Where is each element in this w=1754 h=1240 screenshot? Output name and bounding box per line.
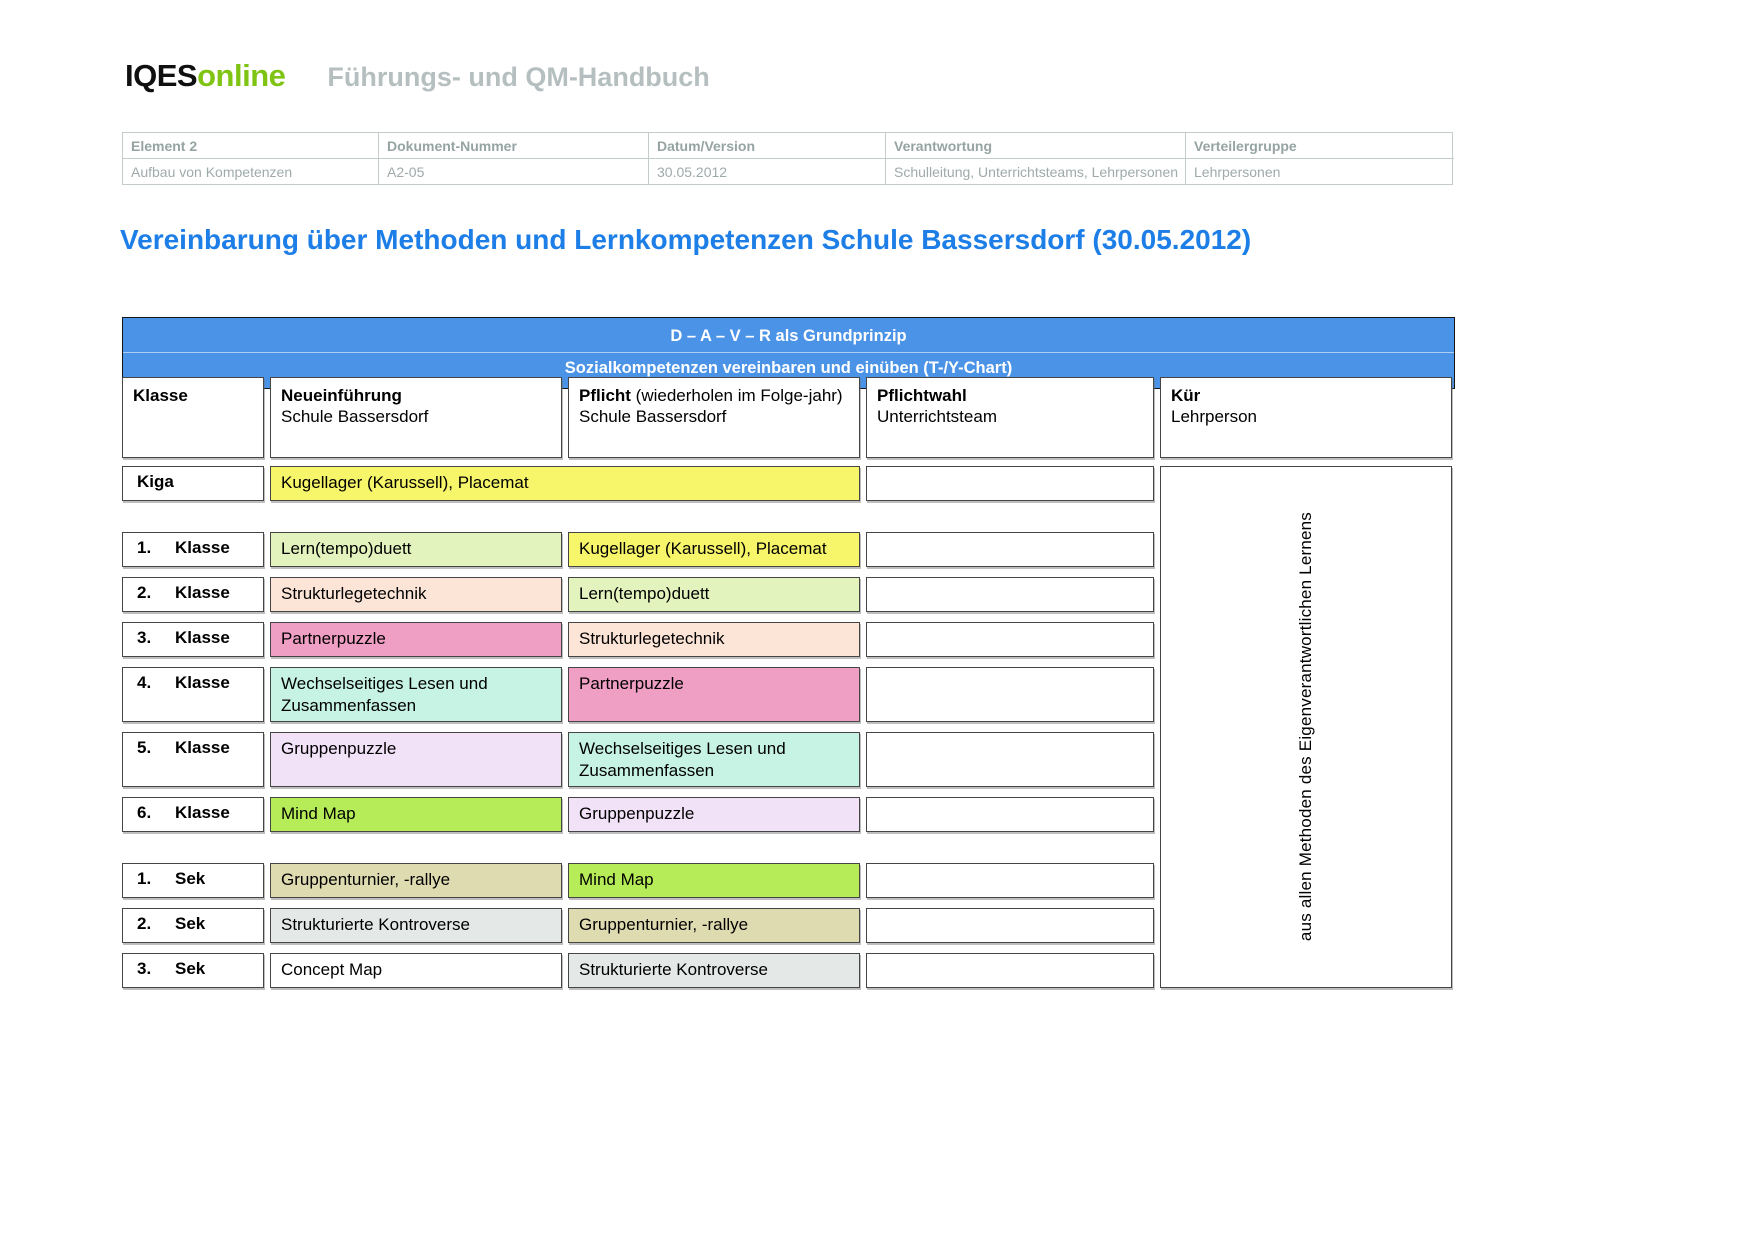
table-body-rows (122, 466, 1154, 988)
meta-value-datum-version: 30.05.2012 (649, 159, 886, 184)
header-cell-pflicht (568, 377, 860, 458)
klasse-number: 2. (137, 914, 152, 933)
meta-header-dokument-nummer: Dokument-Nummer (379, 133, 649, 159)
method-cell: Mind Map (568, 863, 860, 898)
logo-online-text: online (197, 58, 286, 93)
klasse-label: Sek (175, 959, 206, 978)
meta-table (122, 132, 1453, 185)
pflichtwahl-empty-cell (866, 953, 1154, 988)
pflichtwahl-empty-cell (866, 797, 1154, 832)
method-cell: Strukturlegetechnik (568, 622, 860, 657)
klasse-cell (122, 908, 264, 943)
klasse-label: Klasse (175, 673, 230, 692)
methods-body (122, 466, 1454, 988)
method-cell: Gruppenturnier, -rallye (270, 863, 562, 898)
header-title-suffix: (wiederholen im Folge-jahr) (630, 386, 843, 405)
logo-iqes-text: IQES (125, 58, 198, 93)
pflichtwahl-empty-cell (866, 532, 1154, 567)
header-cell-pflichtwahl (866, 377, 1154, 458)
method-cell: Wechselseitiges Lesen und Zusammenfassen (568, 732, 860, 787)
method-cell: Concept Map (270, 953, 562, 988)
header-subtitle: Schule Bassersdorf (281, 407, 429, 426)
header-title: Neueinführung (281, 386, 402, 405)
meta-header-element: Element 2 (123, 133, 379, 159)
header-subtitle: Schule Bassersdorf (579, 407, 727, 426)
banner-line-1: D – A – V – R als Grundprinzip (123, 318, 1454, 353)
table-row (122, 532, 1154, 567)
method-cell: Partnerpuzzle (568, 667, 860, 722)
klasse-label: Sek (175, 869, 206, 888)
klasse-cell (122, 532, 264, 567)
klasse-label: Sek (175, 914, 206, 933)
klasse-number: 1. (137, 869, 152, 888)
header-subtitle: Unterrichtsteam (877, 407, 997, 426)
pflichtwahl-empty-cell (866, 577, 1154, 612)
table-row (122, 667, 1154, 722)
klasse-cell (122, 953, 264, 988)
header-bar (125, 58, 710, 94)
pflichtwahl-empty-cell (866, 863, 1154, 898)
method-cell: Kugellager (Karussell), Placemat (270, 466, 860, 501)
klasse-cell (122, 732, 264, 787)
header-title: Pflicht (579, 386, 631, 405)
method-cell: Partnerpuzzle (270, 622, 562, 657)
methods-header-row (122, 377, 1454, 458)
banner-line-2: Sozialkompetenzen vereinbaren und einüben (T-/Y-Chart) (564, 359, 1013, 377)
method-cell: Gruppenpuzzle (568, 797, 860, 832)
method-cell: Strukturierte Kontroverse (270, 908, 562, 943)
klasse-label: Klasse (175, 738, 230, 757)
pflichtwahl-empty-cell (866, 667, 1154, 722)
method-cell: Wechselseitiges Lesen und Zusammenfassen (270, 667, 562, 722)
klasse-cell (122, 577, 264, 612)
header-title: Kür (1171, 386, 1201, 405)
klasse-cell (122, 622, 264, 657)
klasse-cell (122, 863, 264, 898)
table-row (122, 577, 1154, 612)
kuer-spanning-cell (1160, 466, 1452, 988)
method-cell: Lern(tempo)duett (568, 577, 860, 612)
pflichtwahl-empty-cell (866, 908, 1154, 943)
meta-header-verantwortung: Verantwortung (886, 133, 1186, 159)
table-row (122, 466, 1154, 501)
klasse-number: 1. (137, 538, 152, 557)
header-title: Klasse (133, 386, 188, 405)
table-row (122, 908, 1154, 943)
method-cell: Gruppenturnier, -rallye (568, 908, 860, 943)
klasse-cell (122, 667, 264, 722)
header-cell-klasse (122, 377, 264, 458)
table-row (122, 797, 1154, 832)
meta-value-dokument-nummer: A2-05 (379, 159, 649, 184)
header-cell-neueinfuehrung (270, 377, 562, 458)
klasse-number: 3. (137, 628, 152, 647)
method-cell: Mind Map (270, 797, 562, 832)
kuer-vertical-text: aus allen Methoden des Eigenverantwortlichen Lernens (1296, 512, 1315, 942)
method-cell: Strukturlegetechnik (270, 577, 562, 612)
meta-header-datum-version: Datum/Version (649, 133, 886, 159)
klasse-label: Klasse (175, 583, 230, 602)
klasse-label: Klasse (175, 803, 230, 822)
klasse-number: 6. (137, 803, 152, 822)
klasse-label: Kiga (137, 472, 174, 491)
header-subtitle: Lehrperson (1171, 407, 1258, 426)
table-row (122, 622, 1154, 657)
method-cell: Kugellager (Karussell), Placemat (568, 532, 860, 567)
klasse-number: 5. (137, 738, 152, 757)
klasse-label: Klasse (175, 538, 230, 557)
klasse-number: 4. (137, 673, 152, 692)
meta-value-element: Aufbau von Kompetenzen (123, 159, 379, 184)
klasse-cell (122, 797, 264, 832)
meta-value-verteilergruppe: Lehrpersonen (1194, 164, 1281, 180)
table-row (122, 732, 1154, 787)
klasse-label: Klasse (175, 628, 230, 647)
meta-header-verteilergruppe: Verteilergruppe (1186, 133, 1454, 159)
pflichtwahl-empty-cell (866, 732, 1154, 787)
table-row (122, 953, 1154, 988)
methods-table (122, 377, 1454, 988)
iqes-logo (125, 58, 285, 94)
method-cell: Gruppenpuzzle (270, 732, 562, 787)
handbook-title: Führungs- und QM-Handbuch (327, 62, 710, 92)
header-title: Pflichtwahl (877, 386, 967, 405)
method-cell: Strukturierte Kontroverse (568, 953, 860, 988)
klasse-number: 3. (137, 959, 152, 978)
header-cell-kuer (1160, 377, 1452, 458)
klasse-number: 2. (137, 583, 152, 602)
method-cell: Lern(tempo)duett (270, 532, 562, 567)
table-row (122, 863, 1154, 898)
klasse-cell (122, 466, 264, 501)
pflichtwahl-empty-cell (866, 622, 1154, 657)
pflichtwahl-empty-cell (866, 466, 1154, 501)
meta-value-verantwortung: Schulleitung, Unterrichtsteams, Lehrpersonen (886, 159, 1186, 184)
page-title: Vereinbarung über Methoden und Lernkompetenzen Schule Bassersdorf (30.05.2012) (120, 224, 1252, 255)
